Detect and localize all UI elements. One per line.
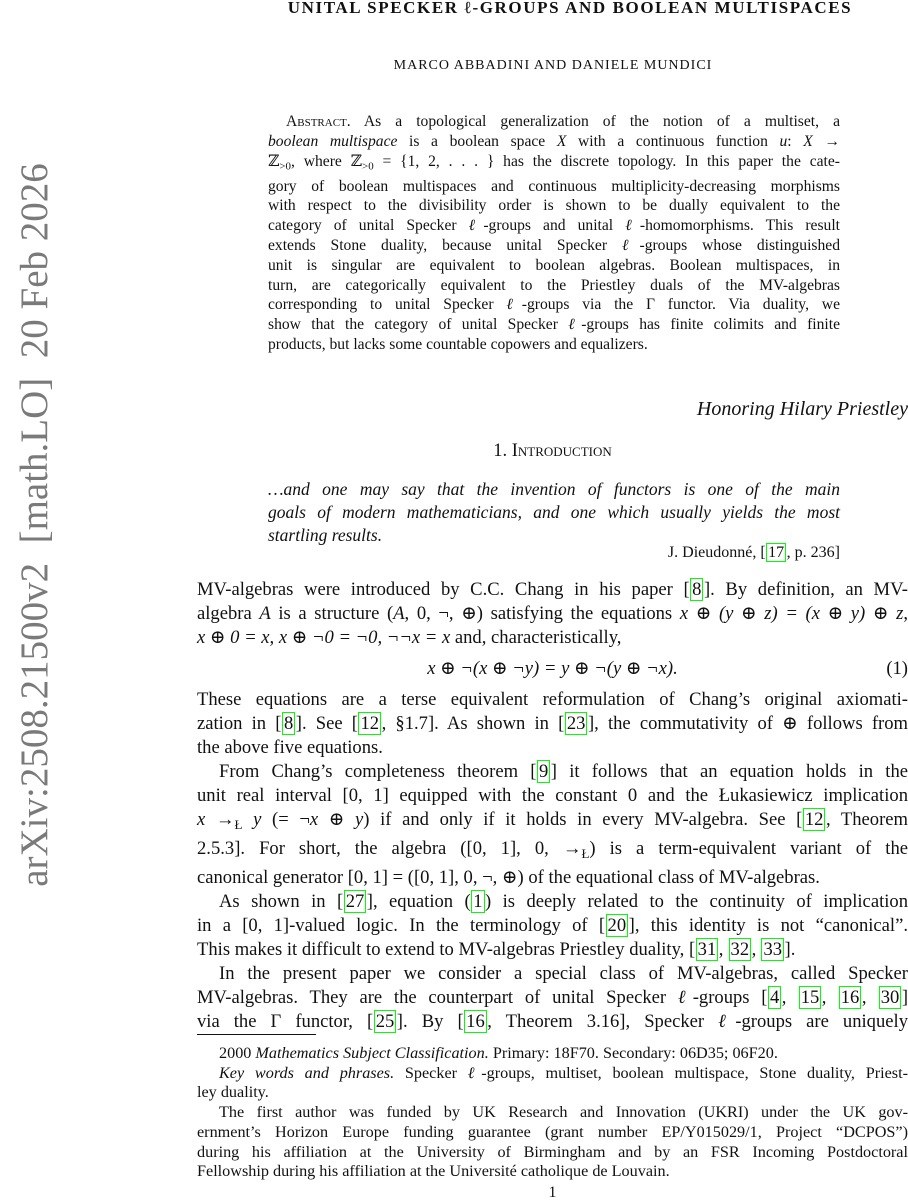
text-line	[268, 216, 840, 236]
text: , p. 236]	[786, 544, 840, 561]
text-line	[197, 1103, 908, 1123]
text-line	[197, 808, 908, 837]
text-line	[197, 578, 908, 602]
text: extends Stone duality, because unital Specker	[268, 237, 622, 255]
italic-text: Mathematics Subject Classification.	[255, 1044, 489, 1062]
text: Specker	[394, 1063, 468, 1082]
text: in a [0, 1]-valued logic. In the terminology of [	[197, 914, 606, 936]
text-line	[197, 602, 908, 626]
section-number: 1.	[493, 441, 508, 461]
text: ]	[901, 986, 908, 1008]
text: and, characteristically,	[450, 627, 622, 648]
citation-link[interactable]: 27	[345, 890, 365, 912]
text: →	[205, 809, 235, 830]
text-line	[268, 478, 840, 501]
text-line	[268, 177, 840, 197]
citation-link[interactable]: 16	[840, 986, 860, 1008]
text-line	[197, 1083, 908, 1103]
text: MV-algebras. They are the counterpart of unital Specker	[197, 986, 678, 1008]
text: J. Dieudonné, [	[667, 544, 766, 561]
text: As a topological generalization of the notion of a multiset, a	[350, 113, 840, 130]
italic-text: Key words and phrases.	[219, 1063, 395, 1082]
text-line	[197, 1162, 908, 1182]
text: -groups, multiset, boolean multispace, Stone duality, Priest-	[481, 1063, 908, 1082]
citation-link[interactable]: 31	[697, 938, 717, 960]
text: ,	[861, 986, 879, 1008]
text-line	[197, 986, 908, 1010]
citation-link[interactable]: 32	[730, 938, 750, 960]
paragraph	[197, 688, 908, 760]
text-line	[197, 736, 908, 760]
text: the above five equations.	[197, 737, 383, 758]
text-line	[197, 626, 908, 650]
text: zation in [	[197, 713, 282, 734]
math: ℓ	[621, 237, 640, 255]
text: -groups and unital	[483, 217, 626, 235]
text: unit real interval [0, 1] equipped with the constant 0 and the Łukasiewicz implication	[197, 785, 908, 806]
text-line	[197, 837, 908, 866]
paragraph	[197, 1044, 908, 1064]
text: …and one may say that the invention of functors is one of the main	[268, 479, 840, 499]
epigraph-attribution	[268, 544, 840, 562]
text: goals of modern mathematicians, and one which usually yields the most	[268, 502, 840, 522]
text: ]. By [	[396, 1010, 464, 1032]
text: These equations are a terse equivalent reformulation of Chang’s original axiomati-	[197, 689, 908, 710]
text: ] it follows that an equation holds in the	[550, 761, 908, 782]
text: ℤ	[268, 152, 280, 170]
text: In the present paper we consider a special class of MV-algebras, called Specker	[219, 962, 908, 984]
text-line	[197, 1044, 908, 1064]
math: ℓ	[468, 217, 484, 235]
text-line	[268, 501, 840, 524]
italic-text: boolean multispace	[268, 132, 398, 150]
paragraph	[197, 1103, 908, 1182]
text-line	[197, 1064, 908, 1084]
math: X	[803, 132, 813, 150]
subscript: >0	[279, 159, 291, 172]
text: algebra	[197, 603, 260, 624]
text: :	[787, 132, 804, 150]
epigraph	[268, 478, 840, 547]
paragraph	[197, 760, 908, 890]
citation-link[interactable]: 15	[800, 986, 820, 1008]
abstract	[268, 112, 840, 355]
section-title: Introduction	[511, 441, 612, 461]
math: x ⊕ (y ⊕ z) = (x ⊕ y) ⊕ z	[679, 603, 904, 624]
paragraph	[197, 890, 908, 962]
math: X	[556, 132, 567, 150]
text-line	[268, 315, 840, 335]
math: x ⊕ 0 = x, x ⊕ ¬0 = ¬0, ¬¬x = x	[197, 627, 451, 648]
text: show that the category of unital Specker	[268, 316, 569, 334]
text: As shown in [	[219, 890, 344, 912]
text-line	[197, 1123, 908, 1143]
body-text	[197, 688, 908, 1034]
math: ℓ	[568, 316, 582, 334]
text: ) is a term-equivalent variant of the	[589, 837, 908, 859]
text: 2000	[219, 1044, 256, 1062]
math: A	[259, 603, 271, 624]
citation-link[interactable]: 12	[360, 713, 380, 734]
text: ) if and only if it holds in every MV-algebra. See [	[363, 809, 803, 830]
text: ⊕	[318, 809, 355, 830]
text-line	[197, 890, 908, 914]
text: with respect to the divisibility order is shown to be dually equivalent to the	[268, 197, 840, 215]
citation-link[interactable]: 25	[375, 1010, 395, 1032]
text: , where ℤ	[291, 152, 363, 170]
citation-link[interactable]: 8	[692, 579, 702, 600]
arxiv-watermark: arXiv:2508.21500v2 [math.LO] 20 Feb 2026	[13, 163, 56, 887]
paper-authors: MARCO ABBADINI AND DANIELE MUNDICI	[393, 58, 713, 73]
text-line	[197, 1143, 908, 1163]
math: ℓ	[625, 217, 640, 235]
text: ], this identity is not “canonical”.	[628, 914, 908, 936]
math: A	[393, 603, 405, 624]
citation-link[interactable]: 23	[566, 713, 586, 734]
text-line	[268, 335, 840, 355]
text: ,	[718, 938, 729, 960]
page-number: 1	[548, 1184, 557, 1201]
text-line	[197, 688, 908, 712]
text: Fellowship during his affiliation at the Université catholique de Louvain.	[197, 1162, 670, 1181]
text: startling results.	[268, 525, 383, 545]
text-line	[268, 276, 840, 296]
text: is a structure (	[270, 603, 394, 624]
math: ℓ	[677, 986, 693, 1008]
text: ) is deeply related to the continuity of implication	[485, 890, 908, 912]
text: products, but lacks some countable copowers and equalizers.	[268, 336, 648, 354]
text: , Theorem	[825, 809, 908, 830]
text-line	[197, 962, 908, 986]
text: turn, are categorically equivalent to the Priestley duals of the MV-algebras	[268, 276, 840, 294]
math: ℓ	[506, 296, 522, 314]
text: ,	[751, 938, 761, 960]
text-line	[268, 196, 840, 216]
paragraph	[197, 1064, 908, 1103]
dedication: Honoring Hilary Priestley	[696, 398, 908, 420]
text-line	[197, 712, 908, 736]
text-line	[197, 938, 908, 962]
text: ley duality.	[197, 1083, 269, 1102]
text: →	[812, 132, 840, 150]
text: with a continuous function	[566, 132, 780, 150]
math: x	[309, 809, 319, 830]
text-line	[268, 152, 840, 177]
text: (= ¬	[261, 809, 310, 830]
text: -groups are uniquely	[735, 1010, 908, 1032]
equation-number: (1)	[886, 658, 908, 679]
text: canonical generator [0, 1] = ([0, 1], 0, ¬, ⊕) of the equational class of MV-algebras.	[197, 866, 820, 888]
text: corresponding to unital Specker	[268, 296, 507, 314]
text-line	[268, 236, 840, 256]
citation-link[interactable]: 8	[283, 713, 294, 734]
citation-link[interactable]: 17	[768, 544, 785, 561]
text: The first author was funded by UK Research and Innovation (UKRI) under the UK gov-	[219, 1103, 908, 1122]
math: x	[197, 809, 206, 830]
text: unit is singular are equivalent to boolean algebras. Boolean multispaces, in	[268, 256, 840, 274]
citation-link[interactable]: 4	[769, 986, 780, 1008]
subscript: Ł	[581, 845, 590, 861]
text: during his affiliation at the University of Birmingham and by an FSR Incoming Postdoctoral	[197, 1142, 908, 1161]
subscript: >0	[362, 159, 374, 172]
paragraph	[197, 962, 908, 1034]
math: u	[779, 132, 788, 150]
text: -groups has finite colimits and finite	[581, 316, 840, 334]
text: via the Γ functor, [	[197, 1010, 374, 1032]
text-line	[268, 295, 840, 315]
citation-link[interactable]: 1	[473, 890, 483, 912]
text-line	[268, 256, 840, 276]
text-line	[197, 866, 908, 890]
paper-title: UNITAL SPECKER ℓ-GROUPS AND BOOLEAN MULTISPACES	[287, 0, 853, 17]
math: y	[354, 809, 364, 830]
text: ], equation (	[366, 890, 471, 912]
text: -groups whose distinguished	[639, 237, 841, 255]
text: category of unital Specker	[268, 217, 469, 235]
text: MV-algebras were introduced by C.C. Chang in his paper [	[197, 579, 690, 600]
text	[242, 809, 253, 830]
text-line	[197, 1010, 908, 1034]
text: ernment’s Horizon Europe funding guarantee (grant number EP/Y015029/1, Project “DCPOS”)	[197, 1122, 908, 1141]
paragraph	[197, 578, 908, 650]
footnote-rule	[197, 1034, 316, 1035]
text: This makes it difficult to extend to MV-algebras Priestley duality, [	[197, 938, 696, 960]
small-caps-label: Abstract.	[286, 113, 351, 130]
text: ,	[821, 986, 839, 1008]
text-line	[197, 914, 908, 938]
section-heading	[197, 441, 908, 462]
text: ]. See [	[295, 713, 358, 734]
text: ], the commutativity of ⊕ follows from	[587, 713, 908, 734]
text: ,	[903, 603, 908, 624]
text-line	[197, 784, 908, 808]
text: , §1.7]. As shown in [	[381, 713, 565, 734]
text: Primary: 18F70. Secondary: 06D35; 06F20.	[488, 1044, 778, 1062]
citation-link[interactable]: 9	[539, 761, 549, 782]
text: ]. By definition, an MV-	[703, 579, 908, 600]
text: From Chang’s completeness theorem [	[219, 761, 537, 782]
citation-link[interactable]: 30	[880, 986, 900, 1008]
text: gory of boolean multispaces and continuous multiplicity-decreasing morphisms	[268, 177, 840, 195]
text: = {1, 2, . . . } has the discrete topology. In this paper the cate-	[373, 152, 840, 170]
math: y	[253, 809, 262, 830]
text: ].	[784, 938, 796, 960]
math: ℓ	[467, 1063, 482, 1082]
text: ,	[781, 986, 799, 1008]
footnotes	[197, 1044, 908, 1182]
text: -groups via the Γ functor. Via duality, we	[521, 296, 840, 314]
math: ℓ	[718, 1010, 736, 1032]
text: , 0, ¬, ⊕) satisfying the equations	[404, 603, 680, 624]
text: -homomorphisms. This result	[639, 217, 841, 235]
text: 2.5.3]. For short, the algebra ([0, 1], 0, →	[197, 837, 582, 859]
text-line	[268, 112, 840, 132]
citation-link[interactable]: 16	[466, 1010, 485, 1032]
text: , Theorem 3.16], Specker	[487, 1010, 719, 1032]
text-line	[197, 760, 908, 784]
citation-link[interactable]: 33	[763, 938, 783, 960]
subscript: Ł	[234, 816, 243, 832]
text: is a boolean space	[397, 132, 557, 150]
equation-formula: x ⊕ ¬(x ⊕ ¬y) = y ⊕ ¬(y ⊕ ¬x).	[427, 658, 678, 679]
text-line	[268, 132, 840, 152]
citation-link[interactable]: 12	[804, 809, 824, 830]
text: -groups [	[692, 986, 768, 1008]
citation-link[interactable]: 20	[607, 914, 627, 936]
equation-1	[197, 657, 908, 681]
